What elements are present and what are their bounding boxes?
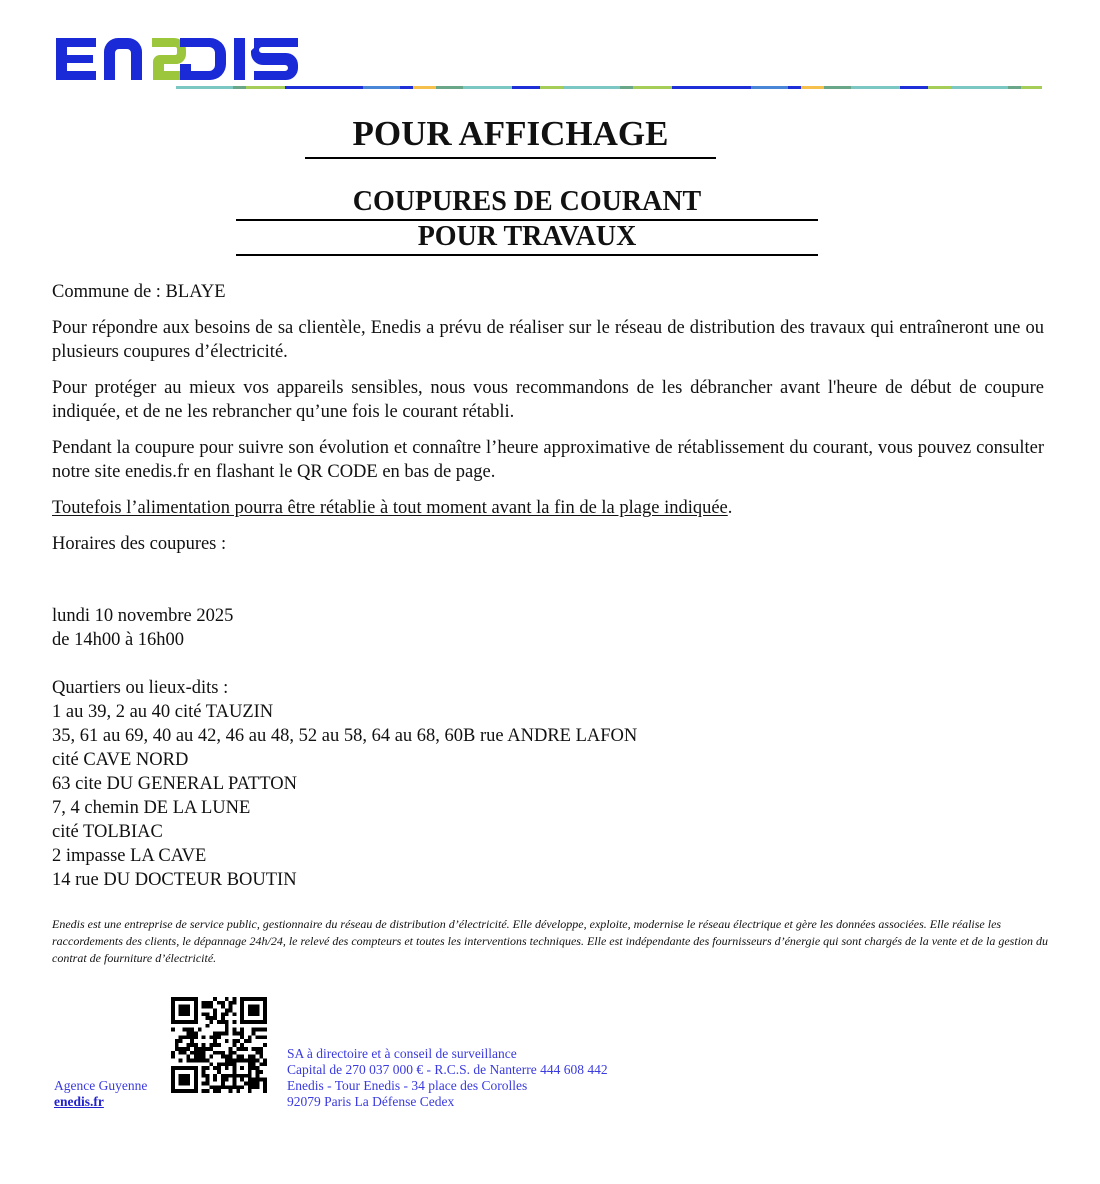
- stripe-segment: [801, 86, 824, 89]
- schedule-label: Horaires des coupures :: [52, 534, 227, 554]
- tracking-paragraph: Pendant la coupure pour suivre son évolution et connaître l’heure approximative de rétablissement du courant, vous pouvez consulter notre site enedis.fr en flashant le QR CODE en bas de page.: [52, 438, 1044, 482]
- stripe-segment: [563, 86, 620, 89]
- subtitle-line-1: COUPURES DE COURANT: [352, 186, 702, 217]
- protection-paragraph: Pour protéger au mieux vos appareils sensibles, nous vous recommandons de les débrancher avant l'heure de début de coupure indiquée, et de ne les rebrancher qu’une fois le courant rétabli.: [52, 378, 1044, 422]
- stripe-segment: [176, 86, 233, 89]
- company-line: SA à directoire et à conseil de surveillance: [287, 1046, 517, 1061]
- stripe-segment: [400, 86, 413, 89]
- stripe-segment: [620, 86, 633, 89]
- location-item: 35, 61 au 69, 40 au 42, 46 au 48, 52 au 58, 64 au 68, 60B rue ANDRE LAFON: [52, 726, 638, 746]
- stripe-segment: [900, 86, 928, 89]
- stripe-segment: [751, 86, 788, 89]
- location-item: cité TOLBIAC: [52, 822, 163, 842]
- stripe-segment: [851, 86, 900, 89]
- title-underline: [305, 157, 716, 159]
- stripe-segment: [363, 86, 400, 89]
- stripe-segment: [928, 86, 951, 89]
- stripe-segment: [788, 86, 801, 89]
- stripe-segment: [512, 86, 540, 89]
- location-item: 2 impasse LA CAVE: [52, 846, 207, 866]
- locations-block: [52, 676, 1044, 892]
- company-line: Capital de 270 037 000 € - R.C.S. de Nanterre 444 608 442: [287, 1062, 608, 1077]
- stripe-segment: [951, 86, 1008, 89]
- stripe-segment: [672, 86, 750, 89]
- company-line: Enedis - Tour Enedis - 34 place des Corolles: [287, 1078, 528, 1093]
- schedule-block: [52, 604, 1044, 652]
- brand-color-stripe: [176, 86, 1042, 89]
- location-item: 7, 4 chemin DE LA LUNE: [52, 798, 251, 818]
- stripe-segment: [413, 86, 436, 89]
- stripe-segment: [233, 86, 246, 89]
- enedis-logo-icon: [54, 30, 304, 86]
- warning-period: .: [727, 498, 733, 518]
- agency-block: [54, 1078, 147, 1110]
- stripe-segment: [246, 86, 285, 89]
- location-item: cité CAVE NORD: [52, 750, 189, 770]
- outage-time: de 14h00 à 16h00: [52, 630, 185, 650]
- warning-notice: [52, 496, 1044, 520]
- website-link[interactable]: enedis.fr: [54, 1094, 104, 1109]
- stripe-segment: [285, 86, 363, 89]
- company-line: 92079 Paris La Défense Cedex: [287, 1094, 455, 1109]
- legal-notice: Enedis est une entreprise de service public, gestionnaire du réseau de distribution d’électricité. Elle développe, exploite, modernise le réseau électrique et gère les données associées. Elle réalise les raccordements des clients, le dépannage 24h/24, le relevé des compteurs et toutes les interventions techniques. Elle est indépendante des fournisseurs d’énergie qui sont chargés de la vente et de la gestion du contrat de fourniture d’électricité.: [52, 917, 1048, 965]
- agency-name: Agence Guyenne: [54, 1078, 148, 1093]
- locations-label: Quartiers ou lieux-dits :: [52, 678, 229, 698]
- stripe-segment: [824, 86, 851, 89]
- stripe-segment: [540, 86, 563, 89]
- subtitle-underline: [236, 254, 818, 256]
- location-item: 14 rue DU DOCTEUR BOUTIN: [52, 870, 297, 890]
- stripe-segment: [1021, 86, 1042, 89]
- qr-code-icon[interactable]: [171, 997, 267, 1093]
- outage-date: lundi 10 novembre 2025: [52, 606, 234, 626]
- subtitle-line-2: POUR TRAVAUX: [417, 221, 637, 252]
- page-title: POUR AFFICHAGE: [352, 114, 669, 153]
- intro-paragraph: Pour répondre aux besoins de sa clientèle, Enedis a prévu de réaliser sur le réseau de distribution des travaux qui entraîneront une ou plusieurs coupures d’électricité.: [52, 318, 1044, 362]
- stripe-segment: [633, 86, 672, 89]
- stripe-segment: [463, 86, 512, 89]
- stripe-segment: [436, 86, 463, 89]
- location-item: 63 cite DU GENERAL PATTON: [52, 774, 297, 794]
- enedis-logo: [54, 30, 304, 86]
- warning-text: Toutefois l’alimentation pourra être rétablie à tout moment avant la fin de la plage indiquée: [52, 498, 728, 518]
- company-info: [287, 1046, 608, 1110]
- commune-label: Commune de : BLAYE: [52, 282, 226, 302]
- stripe-segment: [1008, 86, 1021, 89]
- location-item: 1 au 39, 2 au 40 cité TAUZIN: [52, 702, 274, 722]
